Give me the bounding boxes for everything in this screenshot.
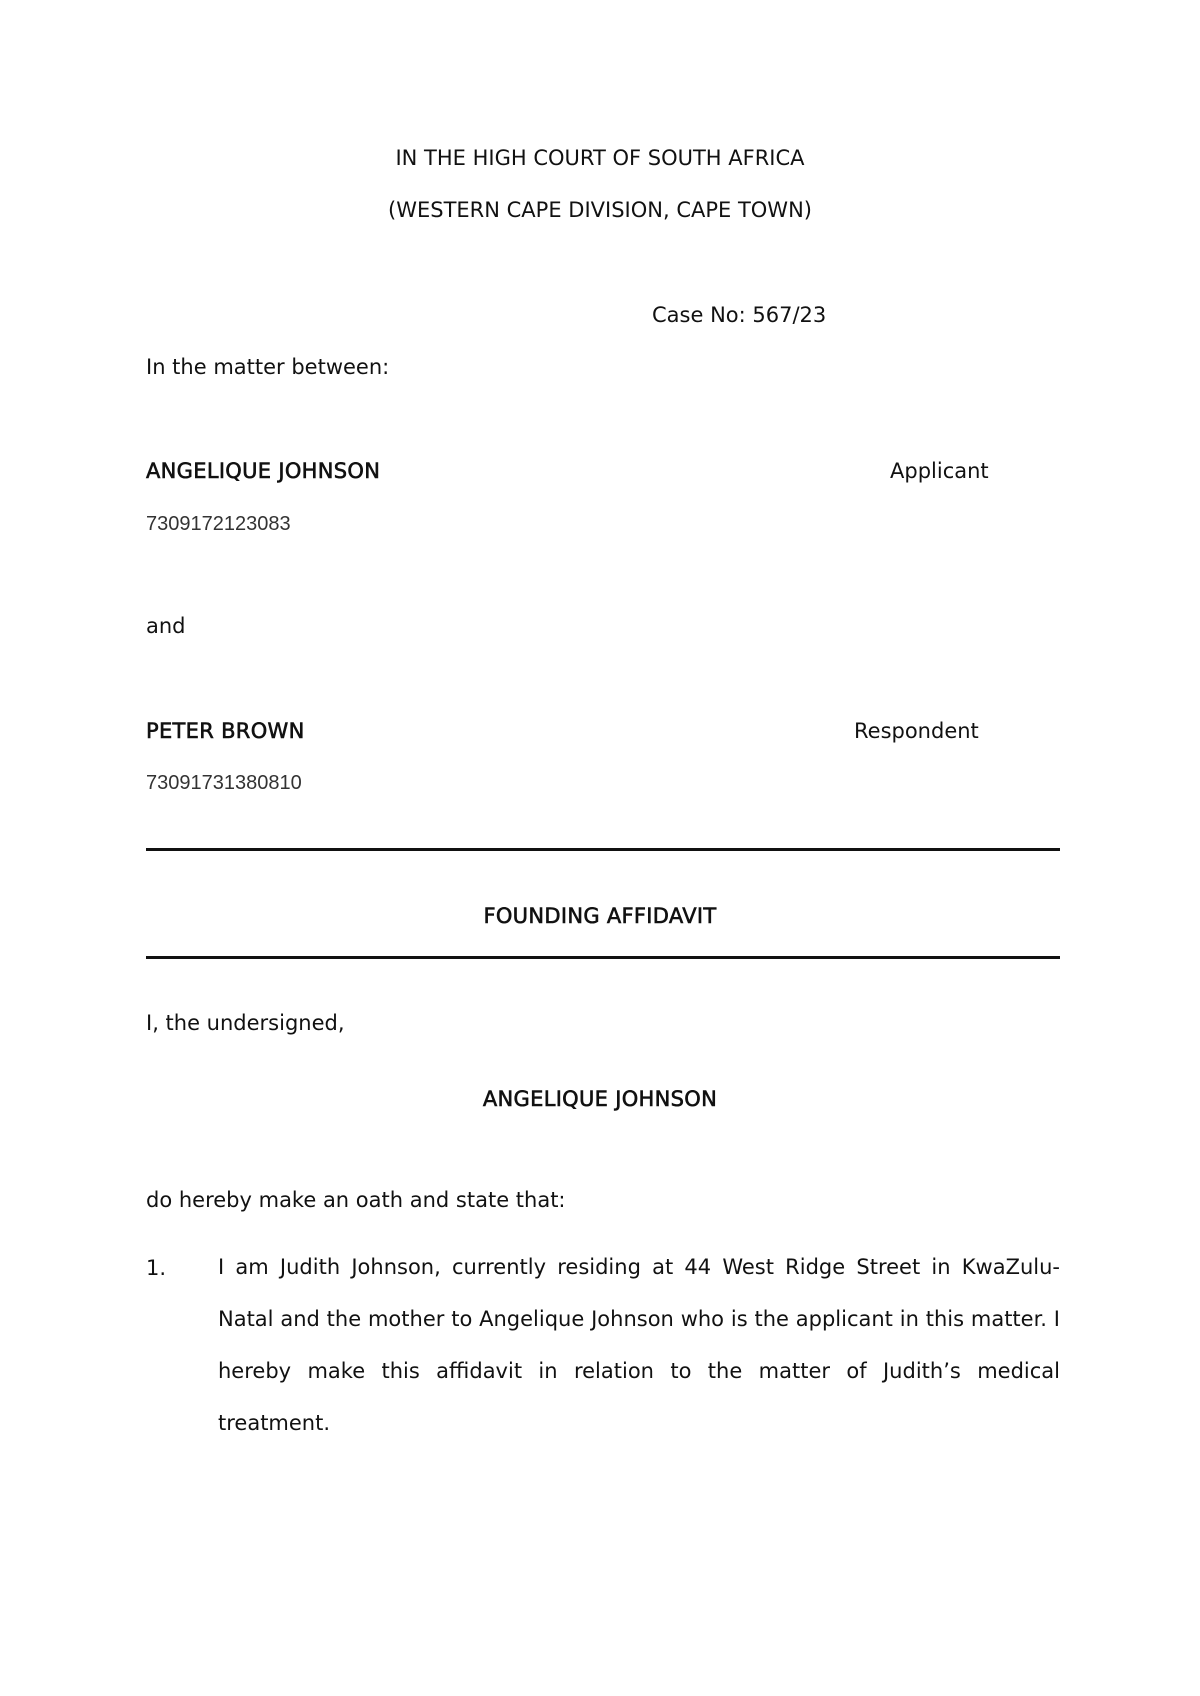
bottom-divider <box>146 956 1060 959</box>
document-title: FOUNDING AFFIDAVIT <box>483 904 717 928</box>
court-name: IN THE HIGH COURT OF SOUTH AFRICA <box>395 146 805 170</box>
matter-between-label: In the matter between: <box>146 355 390 379</box>
applicant-name: ANGELIQUE JOHNSON <box>146 459 381 483</box>
applicant-role: Applicant <box>890 459 989 483</box>
respondent-id-number: 73091731380810 <box>146 772 302 794</box>
respondent-name: PETER BROWN <box>146 719 305 743</box>
deponent-name: ANGELIQUE JOHNSON <box>482 1087 718 1111</box>
intro-line: I, the undersigned, <box>146 1011 345 1035</box>
court-division: (WESTERN CAPE DIVISION, CAPE TOWN) <box>388 198 812 222</box>
paragraph-number: 1. <box>146 1256 167 1280</box>
paragraph-text: I am Judith Johnson, currently residing at 44 West Ridge Street in KwaZulu-Natal and the mother to Angelique Johnson who is the applicant in this matter. I hereby make this affidavit in relation to the matter of Judith’s medical treatment. <box>218 1255 1060 1435</box>
case-number: Case No: 567/23 <box>652 303 827 327</box>
top-divider <box>146 848 1060 851</box>
respondent-role: Respondent <box>854 719 979 743</box>
oath-line: do hereby make an oath and state that: <box>146 1188 566 1212</box>
applicant-id-number: 7309172123083 <box>146 513 291 535</box>
and-conjunction: and <box>146 614 186 638</box>
